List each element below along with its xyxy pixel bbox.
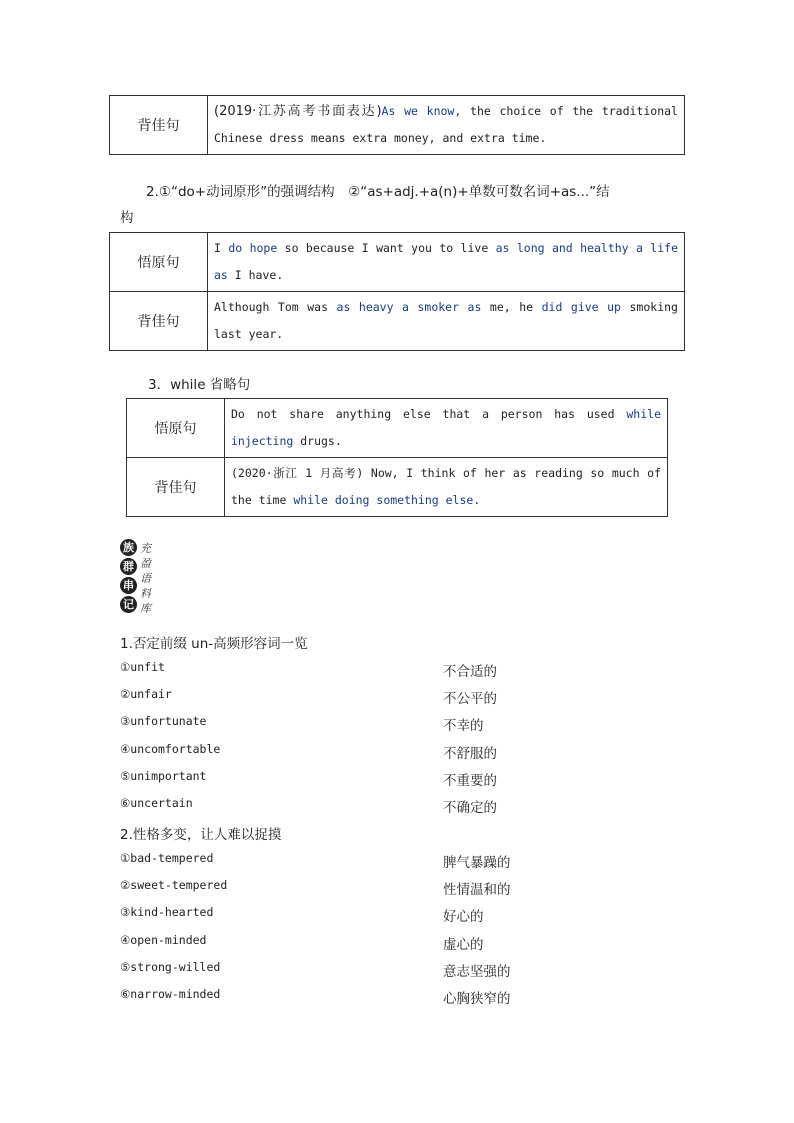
highlight-phrase: do hope (228, 241, 278, 255)
highlight-phrase: while doing something else (293, 493, 474, 507)
english-word: ①bad-tempered (120, 851, 214, 865)
sentence-text: I (214, 241, 229, 255)
chinese-meaning: 脾气暴躁的 (443, 855, 511, 871)
list-item (120, 851, 680, 871)
table-row (127, 399, 668, 458)
chinese-meaning: 好心的 (443, 909, 484, 926)
sentence-text: . (473, 493, 481, 507)
english-word: ③kind-hearted (120, 905, 214, 920)
logo-char: 串 (120, 577, 137, 594)
chinese-meaning: 不公平的 (443, 691, 497, 708)
row-label: 悟原句 (127, 399, 225, 458)
logo-char: 群 (120, 558, 137, 575)
table-row (110, 96, 685, 155)
table-row (110, 233, 685, 292)
list-item (120, 960, 680, 980)
sentence-text: I have. (227, 268, 284, 282)
logo-side-text: 充盈语料库 (140, 542, 151, 615)
list-item (120, 769, 680, 789)
highlight-phrase: as long and healthy a life as (214, 241, 678, 282)
example-sentence (225, 399, 668, 458)
highlight-phrase: As we know, (381, 104, 462, 118)
row-label: 悟原句 (110, 233, 208, 292)
chinese-meaning: 心胸狭窄的 (443, 991, 511, 1007)
list-item (120, 660, 680, 680)
english-word: ④open-minded (120, 932, 207, 947)
sentence-text: Although Tom was (214, 300, 337, 314)
table-row (110, 292, 685, 351)
sentence-text: drugs. (293, 434, 342, 448)
highlight-phrase: while injecting (231, 407, 661, 448)
list-title-1: 1.否定前缀 un-高频形容词一览 (120, 636, 308, 652)
example-sentence (208, 233, 685, 292)
list-item (120, 714, 680, 734)
english-word: ⑤strong-willed (120, 959, 221, 974)
section-heading-2-cont: 构 (120, 210, 134, 226)
logo-char: 族 (120, 539, 137, 556)
sentence-text: so because I want you to live (277, 241, 496, 255)
list-item (120, 742, 680, 762)
section-heading-3: 3．while 省略句 (148, 377, 251, 393)
example-table-3 (126, 398, 668, 517)
highlight-phrase: as heavy a smoker as (336, 300, 482, 314)
chinese-meaning: 性情温和的 (443, 882, 511, 899)
english-word: ⑥narrow-minded (120, 987, 221, 1001)
list-item (120, 905, 680, 925)
sentence-text: Do not share anything else that a person has used (231, 407, 627, 421)
english-word: ②unfair (120, 687, 172, 702)
chinese-meaning: 虚心的 (443, 936, 484, 953)
list-item (120, 796, 680, 816)
chinese-meaning: 不合适的 (443, 664, 497, 680)
example-table-2 (109, 232, 685, 351)
highlight-phrase: did give up (541, 300, 621, 314)
sentence-text: the choice of the traditional Chinese dress means extra money, and extra time. (214, 104, 678, 145)
list-item (120, 933, 680, 953)
chinese-meaning: 不确定的 (443, 800, 497, 816)
english-word: ④uncomfortable (120, 741, 221, 756)
table-row (127, 458, 668, 517)
sentence-text: smoking last year. (214, 300, 678, 341)
english-word: ①unfit (120, 660, 165, 674)
list-item (120, 878, 680, 898)
list-title-2: 2.性格多变，让人难以捉摸 (120, 827, 282, 843)
chinese-meaning: 不舒服的 (443, 745, 497, 762)
source-note: (2019·江苏高考书面表达) (214, 104, 382, 119)
row-label: 背佳句 (110, 292, 208, 351)
english-word: ③unfortunate (120, 714, 207, 729)
example-table-1 (109, 95, 685, 155)
list-item (120, 987, 680, 1007)
example-sentence (208, 96, 685, 155)
row-label: 背佳句 (127, 458, 225, 517)
section-heading-2: 2.①“do+动词原形”的强调结构 ②“as+adj.+a(n)+单数可数名词+as...”结 (146, 184, 610, 200)
english-word: ⑤unimportant (120, 768, 207, 783)
row-label: 背佳句 (110, 96, 208, 155)
section-logo (120, 537, 160, 619)
sentence-text: (2020·浙江 1 月高考) Now, I think of her as reading so much of the time (231, 466, 661, 507)
example-sentence (208, 292, 685, 351)
chinese-meaning: 不重要的 (443, 772, 497, 789)
logo-char: 记 (120, 596, 137, 613)
example-sentence (225, 458, 668, 517)
chinese-meaning: 不幸的 (443, 718, 484, 735)
english-word: ⑥uncertain (120, 796, 193, 810)
sentence-text: me, he (481, 300, 542, 314)
list-item (120, 687, 680, 707)
english-word: ②sweet-tempered (120, 878, 228, 893)
chinese-meaning: 意志坚强的 (443, 963, 511, 980)
